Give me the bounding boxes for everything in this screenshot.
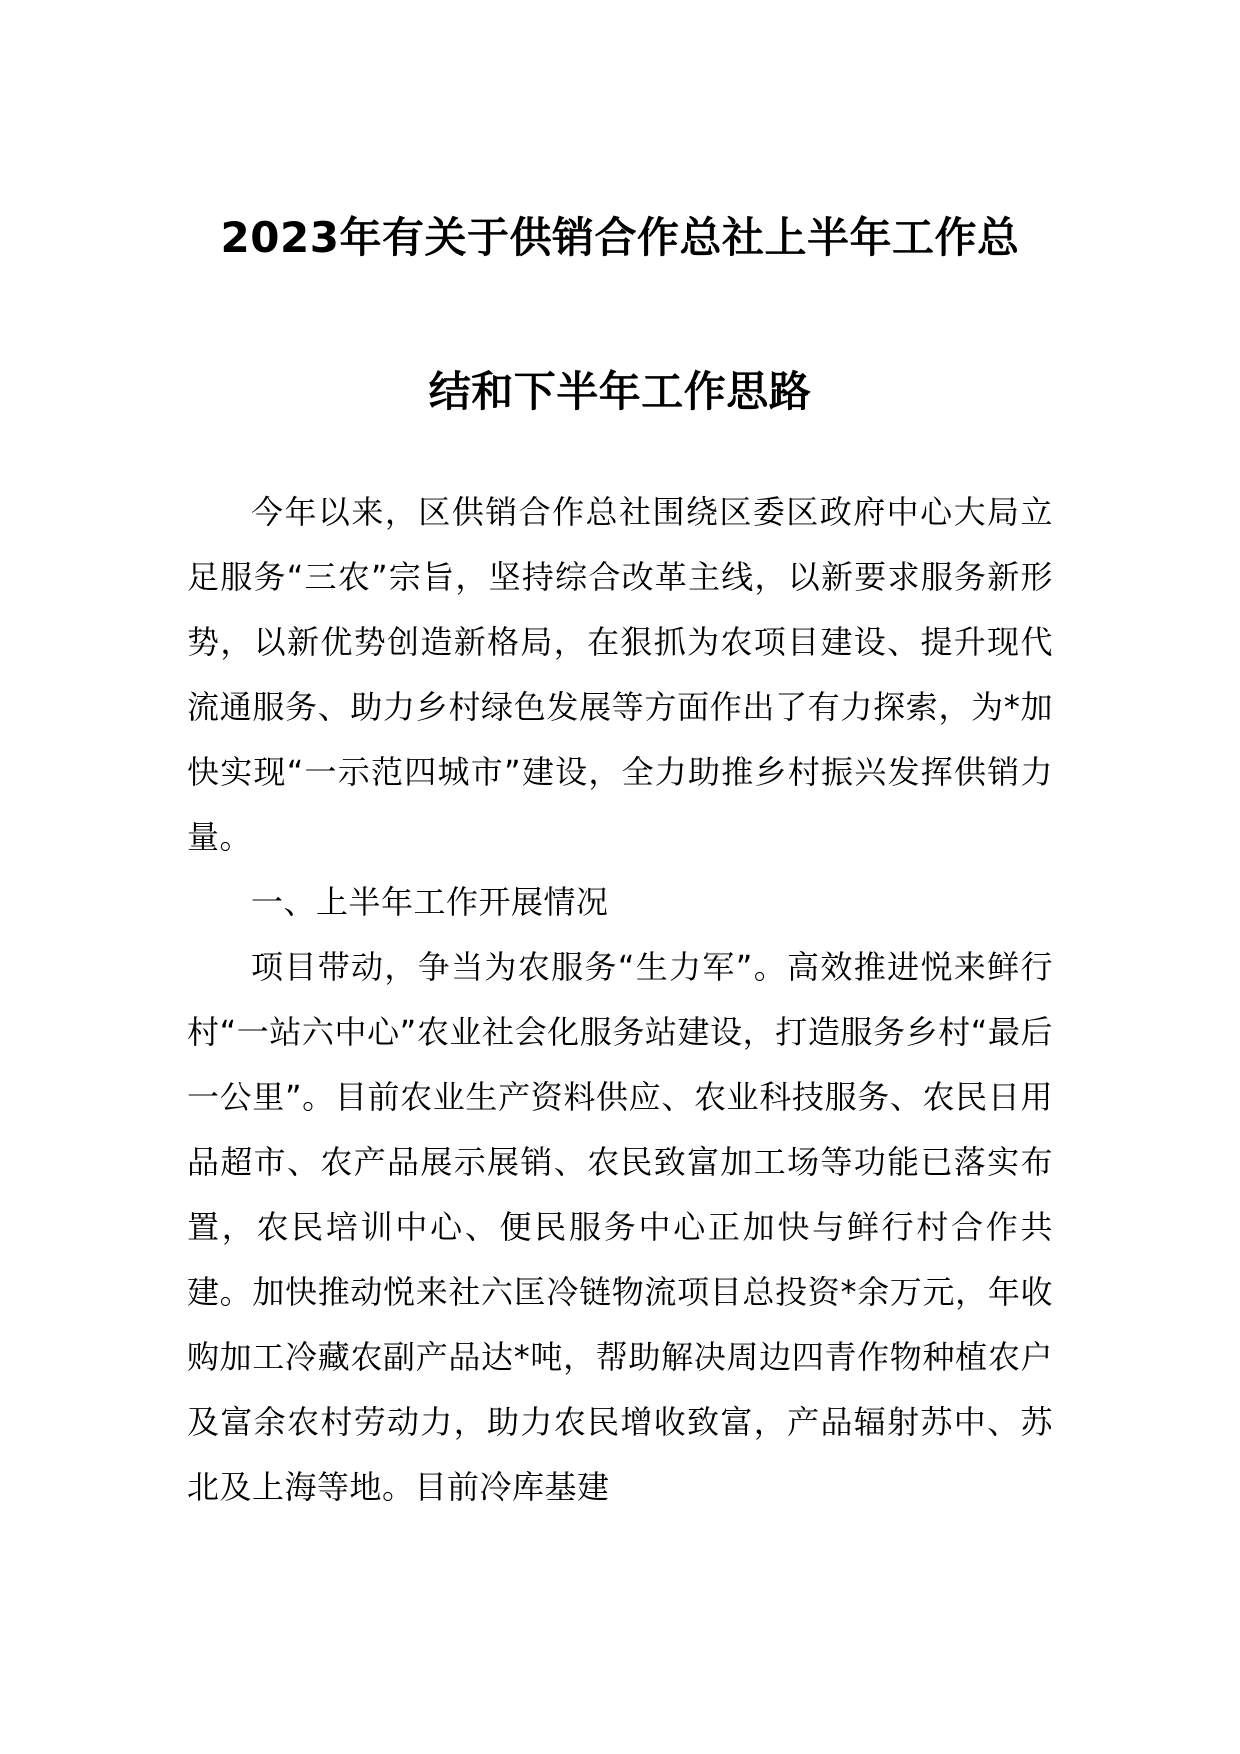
paragraph-intro: 今年以来，区供销合作总社围绕区委区政府中心大局立足服务“三农”宗旨，坚持综合改革主线，以新要求服务新形势，以新优势创造新格局，在狠抓为农项目建设、提升现代流通服务、助力乡村绿色发展等方面作出了有力探索，为*加快实现“一示范四城市”建设，全力助推乡村振兴发挥供销力量。 xyxy=(187,493,1053,856)
paragraph-project: 项目带动，争当为农服务“生力军”。高效推进悦来鲜行村“一站六中心”农业社会化服务站建设，打造服务乡村“最后一公里”。目前农业生产资料供应、农业科技服务、农民日用品超市、农产品展示展销、农民致富加工场等功能已落实布置，农民培训中心、便民服务中心正加快与鲜行村合作共建。加快推动悦来社六匡冷链物流项目总投资*余万元，年收购加工冷藏农副产品达*吨，帮助解决周边四青作物种植农户及富余农村劳动力，助力农民增收致富，产品辐射苏中、苏北及上海等地。目前冷库基建 xyxy=(187,948,1053,1506)
document-title-line-1: 2023年有关于供销合作总社上半年工作总 xyxy=(220,213,1020,262)
section-heading: 一、上半年工作开展情况 xyxy=(251,883,609,921)
document-title-line-2: 结和下半年工作思路 xyxy=(428,367,812,416)
document-body xyxy=(187,480,1053,1520)
